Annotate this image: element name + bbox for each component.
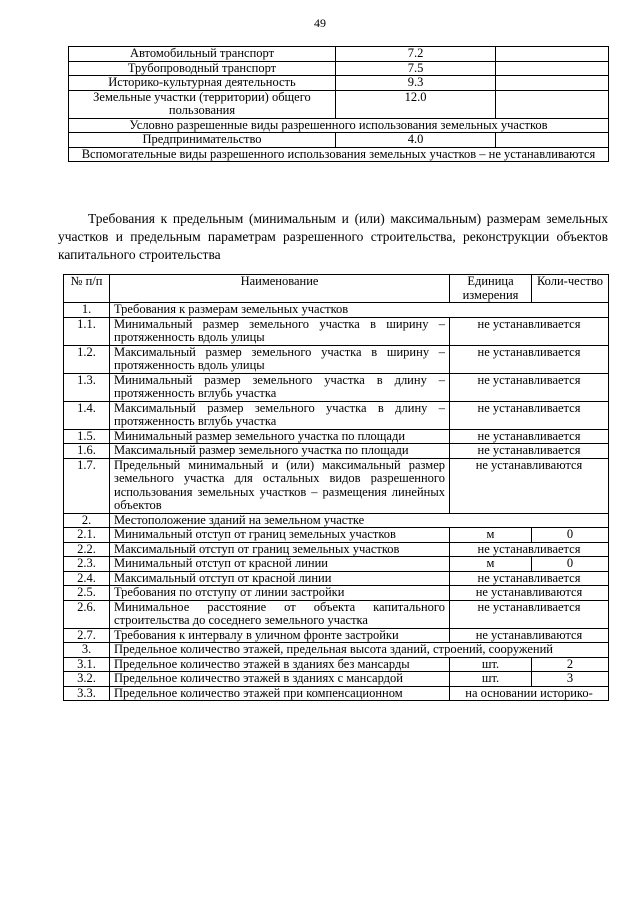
row-name: Максимальный размер земельного участка в длину – протяженность вглубь участка	[110, 401, 450, 429]
use-code: 12.0	[336, 90, 496, 118]
row-number: 1.3.	[64, 373, 110, 401]
paragraph-text: Требования к предельным (минимальным и (или) максимальным) размерам земельных участков и предельным параметрам разрешенного строительства, реконструкции объектов капитального строительства	[58, 211, 608, 262]
row-qty: 3	[532, 672, 609, 687]
table-row	[64, 657, 609, 672]
use-name: Автомобильный транспорт	[69, 47, 336, 62]
row-unit: шт.	[450, 672, 532, 687]
row-value: не устанавливается	[450, 401, 609, 429]
table-row	[69, 90, 609, 118]
row-number: 2.4.	[64, 571, 110, 586]
row-unit: шт.	[450, 657, 532, 672]
table-row	[69, 76, 609, 91]
table-row	[64, 528, 609, 543]
empty-cell	[496, 133, 609, 148]
table-row	[64, 429, 609, 444]
table-row	[69, 133, 609, 148]
table-row	[64, 600, 609, 628]
row-name: Предельное количество этажей при компенсационном	[110, 686, 450, 701]
row-name: Минимальный размер земельного участка в длину – протяженность вглубь участка	[110, 373, 450, 401]
zoning-uses-table	[68, 46, 609, 162]
use-name: Предпринимательство	[69, 133, 336, 148]
table-row	[64, 303, 609, 318]
table-row	[64, 513, 609, 528]
row-value: не устанавливается	[450, 429, 609, 444]
page-number: 49	[314, 16, 326, 30]
table-row	[64, 557, 609, 572]
row-number: 1.4.	[64, 401, 110, 429]
table-row	[64, 542, 609, 557]
table-row	[64, 345, 609, 373]
row-name: Минимальный отступ от красной линии	[110, 557, 450, 572]
empty-cell	[496, 47, 609, 62]
row-name: Требования к размерам земельных участков	[110, 303, 609, 318]
row-qty: 2	[532, 657, 609, 672]
header-qty: Коли-чество	[532, 275, 609, 303]
row-name: Требования по отступу от линии застройки	[110, 586, 450, 601]
table-row	[64, 672, 609, 687]
row-number: 1.2.	[64, 345, 110, 373]
section-heading: Условно разрешенные виды разрешенного использования земельных участков	[69, 118, 609, 133]
row-number: 1.7.	[64, 458, 110, 513]
row-number: 3.2.	[64, 672, 110, 687]
row-number: 1.	[64, 303, 110, 318]
row-name: Предельный минимальный и (или) максимальный размер земельного участка для остальных видов разрешенного использования земельных участков – размещения линейных объектов	[110, 458, 450, 513]
row-name: Предельное количество этажей в зданиях без мансарды	[110, 657, 450, 672]
use-code: 7.5	[336, 61, 496, 76]
row-name: Максимальный отступ от границ земельных участков	[110, 542, 450, 557]
header-unit: Единица измерения	[450, 275, 532, 303]
row-number: 2.3.	[64, 557, 110, 572]
row-value: не устанавливается	[450, 444, 609, 459]
row-name: Минимальный размер земельного участка в ширину – протяженность вдоль улицы	[110, 317, 450, 345]
row-number: 2.5.	[64, 586, 110, 601]
row-name: Требования к интервалу в уличном фронте застройки	[110, 628, 450, 643]
row-name: Предельное количество этажей в зданиях с мансардой	[110, 672, 450, 687]
use-code: 4.0	[336, 133, 496, 148]
row-number: 1.1.	[64, 317, 110, 345]
section-heading: Вспомогательные виды разрешенного использования земельных участков – не устанавливаются	[69, 147, 609, 162]
header-num: № п/п	[64, 275, 110, 303]
header-name: Наименование	[110, 275, 450, 303]
row-name: Местоположение зданий на земельном участке	[110, 513, 609, 528]
row-number: 3.	[64, 643, 110, 658]
row-unit: м	[450, 557, 532, 572]
table-row	[64, 586, 609, 601]
use-name: Трубопроводный транспорт	[69, 61, 336, 76]
row-name: Предельное количество этажей, предельная высота зданий, строений, сооружений	[110, 643, 609, 658]
row-value: не устанавливается	[450, 600, 609, 628]
row-number: 2.1.	[64, 528, 110, 543]
row-name: Минимальное расстояние от объекта капитального строительства до соседнего земельного участка	[110, 600, 450, 628]
table-row	[69, 118, 609, 133]
empty-cell	[496, 76, 609, 91]
row-value: не устанавливается	[450, 317, 609, 345]
table-row	[69, 147, 609, 162]
requirements-table	[63, 274, 609, 701]
row-value: не устанавливается	[450, 373, 609, 401]
row-qty: 0	[532, 557, 609, 572]
row-number: 1.5.	[64, 429, 110, 444]
use-code: 9.3	[336, 76, 496, 91]
row-number: 2.6.	[64, 600, 110, 628]
empty-cell	[496, 61, 609, 76]
row-number: 1.6.	[64, 444, 110, 459]
table-row	[64, 373, 609, 401]
table-row	[64, 571, 609, 586]
table-row	[69, 47, 609, 62]
table-row	[64, 444, 609, 459]
row-value: на основании историко-	[450, 686, 609, 701]
row-name: Максимальный размер земельного участка в ширину – протяженность вдоль улицы	[110, 345, 450, 373]
row-number: 2.	[64, 513, 110, 528]
row-number: 3.3.	[64, 686, 110, 701]
use-code: 7.2	[336, 47, 496, 62]
table-row	[64, 458, 609, 513]
row-value: не устанавливается	[450, 345, 609, 373]
table-row	[64, 643, 609, 658]
row-value: не устанавливается	[450, 542, 609, 557]
row-name: Максимальный размер земельного участка по площади	[110, 444, 450, 459]
table-row	[69, 61, 609, 76]
row-value: не устанавливаются	[450, 458, 609, 513]
table-row	[64, 401, 609, 429]
row-number: 2.2.	[64, 542, 110, 557]
requirements-paragraph	[58, 210, 608, 264]
row-number: 2.7.	[64, 628, 110, 643]
empty-cell	[496, 90, 609, 118]
row-unit: м	[450, 528, 532, 543]
row-number: 3.1.	[64, 657, 110, 672]
table-row	[64, 628, 609, 643]
table-row	[64, 686, 609, 701]
row-name: Минимальный размер земельного участка по площади	[110, 429, 450, 444]
table-row	[64, 317, 609, 345]
row-value: не устанавливается	[450, 571, 609, 586]
table-header-row	[64, 275, 609, 303]
row-name: Минимальный отступ от границ земельных участков	[110, 528, 450, 543]
use-name: Земельные участки (территории) общего пользования	[69, 90, 336, 118]
use-name: Историко-культурная деятельность	[69, 76, 336, 91]
row-name: Максимальный отступ от красной линии	[110, 571, 450, 586]
row-value: не устанавливаются	[450, 628, 609, 643]
row-qty: 0	[532, 528, 609, 543]
row-value: не устанавливаются	[450, 586, 609, 601]
